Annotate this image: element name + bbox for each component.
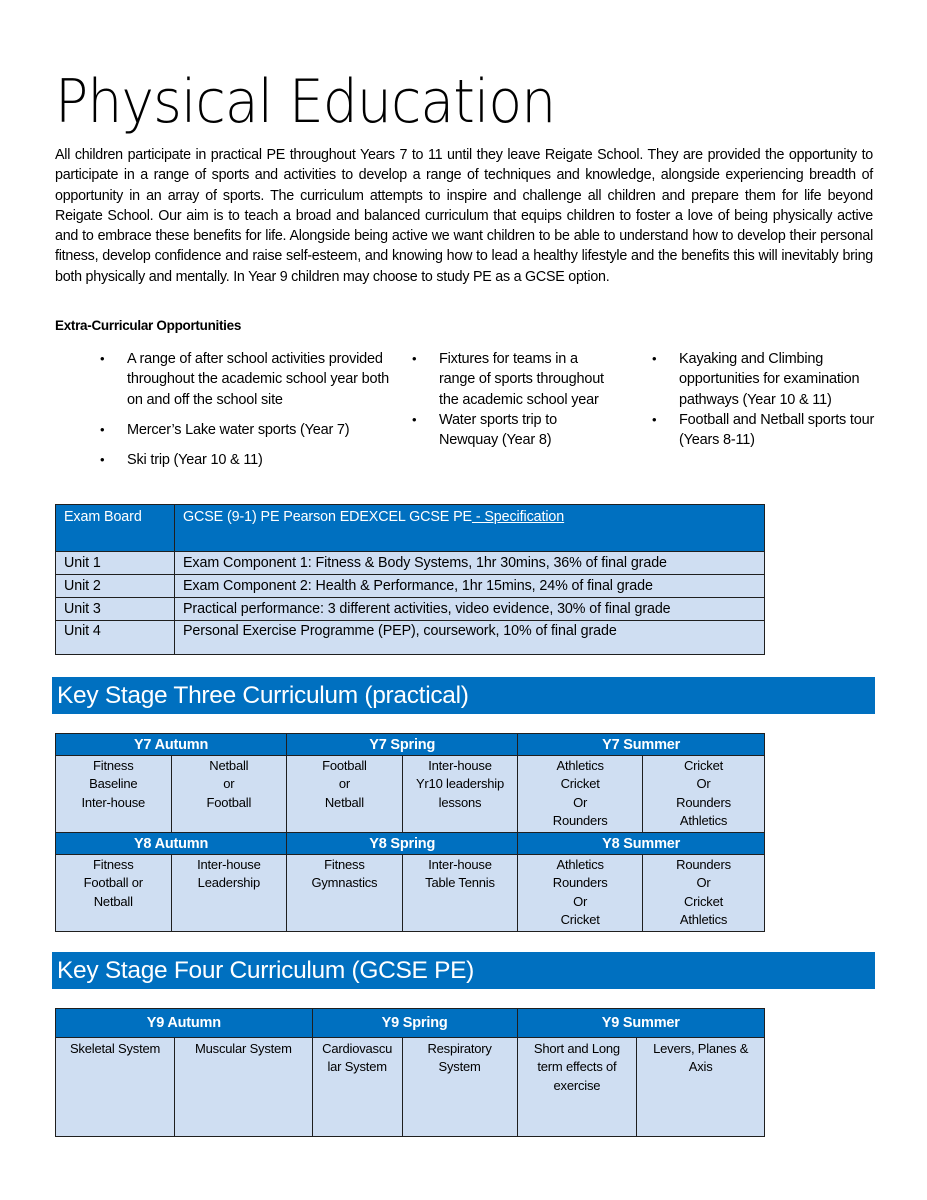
list-item [100,450,390,470]
intro-paragraph: All children participate in practical PE throughout Years 7 to 11 until they leave Reigate School. They are provided the opportunity to participate in a range of sports and activities to develop a range of techniques and knowledge, alongside experiencing breadth of opportunity in an array of sports. The curriculum attempts to inspire and challenge all children and prepare them for life beyond Reigate School. Our aim is to teach a broad and balanced curriculum that equips children to foster a love of being physically active and to embrace these benefits for life. Alongside being active we want children to be able to understand how to develop their personal fitness, develop confidence and raise self-esteem, and knowing how to lead a healthy lifestyle and the benefits this will inevitably bring both physically and mentally. In Year 9 children may choose to study PE as a GCSE option. [55,147,873,285]
table-row [56,552,765,575]
bullet-icon: • [100,421,105,437]
activity-cell [518,855,643,932]
bullet-icon: • [412,351,417,366]
activity-text: lar System [327,1059,387,1075]
activity-text: Or [573,794,588,810]
activity-cell [287,855,403,932]
list-item-text: A range of after school activities provided throughout the academic school year both on and off the school site [127,351,390,408]
list-item-text: Kayaking and Climbing opportunities for examination pathways (Year 10 & 11) [679,351,860,408]
extra-curricular-heading: Extra-Curricular Opportunities [55,318,242,333]
list-item [412,349,612,410]
list-item-text: Fixtures for teams in a range of sports throughout the academic school year [439,351,604,408]
term-header-row [56,734,765,756]
activity-cell [402,756,518,833]
term-header-row [56,1009,765,1038]
activity-cell [643,855,765,932]
activity-row [56,756,765,833]
term-header: Y8 Spring [287,833,518,855]
extra-curricular-column-1 [100,349,390,470]
activity-cell [175,1038,313,1137]
activity-cell [518,756,643,833]
activity-text: Inter-house [428,758,492,773]
activity-text: Respiratory [427,1041,492,1056]
list-item-text: Football and Netball sports tour (Years 8-11) [679,411,875,449]
activity-cell [637,1038,765,1137]
activity-text: Leadership [197,875,260,891]
extra-curricular-column-2 [412,349,612,450]
activity-text: Athletics [556,857,604,872]
activity-text: lessons [438,794,482,810]
unit-label: Unit 2 [56,575,175,598]
list-item-text: Mercer’s Lake water sports (Year 7) [127,421,350,438]
activity-text: Athletics [679,813,728,829]
activity-text: Cricket [683,758,724,773]
list-item [412,410,612,451]
activity-text: Gymnastics [311,875,378,891]
unit-description: Exam Component 1: Fitness & Body Systems, 1hr 30mins, 36% of final grade [175,552,765,575]
activity-cell [287,756,403,833]
activity-text: Football or [83,875,143,891]
activity-cell [643,756,765,833]
activity-text: Or [696,776,711,792]
activity-text: Axis [688,1059,713,1075]
term-header: Y7 Summer [518,734,765,756]
list-item-text: Water sports trip to Newquay (Year 8) [439,411,557,449]
exam-header-row [56,505,765,552]
activity-text: Muscular System [195,1041,292,1056]
activity-text: Short and Long [533,1041,620,1056]
list-item-text: Ski trip (Year 10 & 11) [127,452,263,469]
table-row [56,621,765,655]
activity-text: Fitness [93,758,134,773]
activity-text: Fitness [324,857,365,872]
page-title: Physical Education [55,67,556,137]
activity-text: Table Tennis [425,875,495,891]
activity-text: Rounders [676,794,731,810]
ks3-heading: Key Stage Three Curriculum (practical) [52,677,875,714]
activity-text: Rounders [552,813,608,829]
activity-text: Football [322,758,367,773]
unit-description: Exam Component 2: Health & Performance, 1hr 15mins, 24% of final grade [175,575,765,598]
activity-text: Fitness [93,857,134,872]
term-header: Y9 Autumn [56,1009,313,1038]
activity-text: exercise [553,1077,601,1093]
bullet-icon: • [100,351,105,366]
activity-text: Inter-house [81,794,146,810]
activity-text: term effects of [537,1059,617,1075]
activity-cell [171,756,287,833]
activity-cell [171,855,287,932]
activity-text: Rounders [676,857,731,872]
bullet-icon: • [652,351,657,366]
activity-text: Yr10 leadership [415,776,504,792]
table-row [56,575,765,598]
activity-text: Cardiovascu [322,1041,393,1056]
activity-text: Skeletal System [69,1041,161,1056]
list-item [100,349,390,410]
exam-board-table [55,504,765,655]
bullet-icon: • [652,411,657,427]
activity-text: Baseline [89,776,138,792]
bullet-icon: • [412,411,417,427]
activity-text: Inter-house [428,857,492,872]
activity-text: or [338,776,350,792]
unit-label: Unit 3 [56,598,175,621]
exam-board-name: GCSE (9-1) PE Pearson EDEXCEL GCSE PE [183,509,472,525]
activity-text: Or [573,893,588,909]
term-header: Y8 Summer [518,833,765,855]
activity-row [56,1038,765,1137]
list-item [100,420,390,440]
activity-text: Netball [93,893,133,909]
list-item [652,349,882,410]
exam-board-value [175,505,765,552]
unit-label: Unit 1 [56,552,175,575]
activity-text: Netball [209,758,249,773]
activity-text: or [223,776,235,792]
activity-cell [56,756,172,833]
bullet-icon: • [100,452,105,468]
activity-cell [56,1038,175,1137]
activity-row [56,855,765,932]
activity-text: Inter-house [197,857,261,872]
activity-text: Cricket [683,893,724,909]
activity-text: Cricket [560,912,600,928]
activity-cell [312,1038,402,1137]
activity-text: Athletics [556,758,604,773]
specification-link[interactable]: - Specification [471,509,565,525]
unit-label: Unit 4 [56,621,175,655]
activity-text: Football [206,794,252,810]
activity-text: Cricket [560,776,600,792]
term-header: Y9 Summer [517,1009,764,1038]
ks4-curriculum-table [55,1008,765,1137]
activity-cell [56,855,172,932]
term-header: Y7 Autumn [56,734,287,756]
activity-text: Or [696,875,711,891]
activity-cell [517,1038,637,1137]
activity-text: System [438,1059,481,1075]
activity-cell [402,855,518,932]
ks4-heading: Key Stage Four Curriculum (GCSE PE) [52,952,875,989]
list-item [652,410,882,451]
activity-cell [402,1038,517,1137]
activity-text: Rounders [552,875,608,891]
activity-text: Levers, Planes & [653,1041,749,1056]
extra-curricular-column-3 [652,349,882,450]
activity-text: Netball [324,794,364,810]
unit-description: Practical performance: 3 different activities, video evidence, 30% of final grade [175,598,765,621]
ks3-curriculum-table [55,733,765,932]
term-header: Y7 Spring [287,734,518,756]
term-header: Y8 Autumn [56,833,287,855]
term-header: Y9 Spring [312,1009,517,1038]
table-row [56,598,765,621]
exam-board-label: Exam Board [56,505,175,552]
term-header-row [56,833,765,855]
unit-description: Personal Exercise Programme (PEP), coursework, 10% of final grade [175,621,765,655]
activity-text: Athletics [679,912,728,928]
